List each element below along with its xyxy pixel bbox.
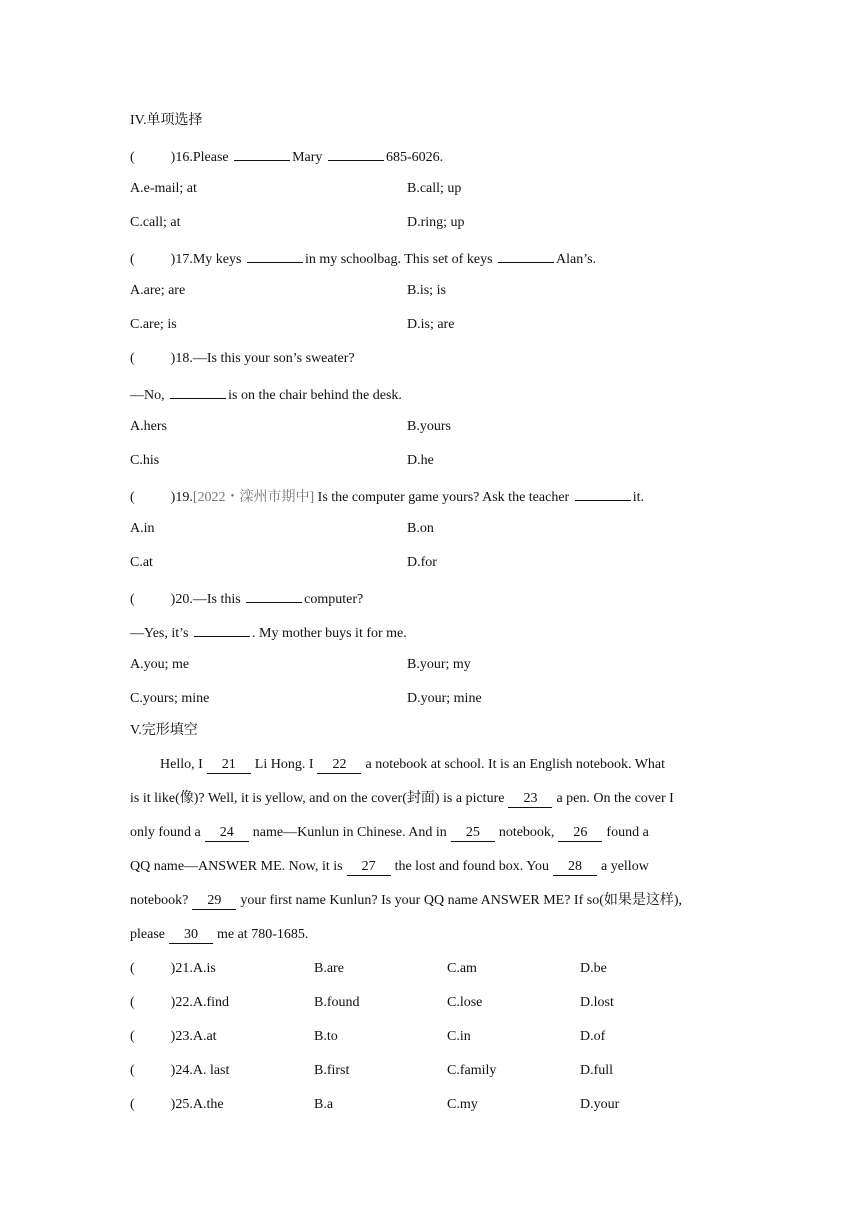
question-text: Mary [292, 150, 323, 165]
passage-text: notebook? [130, 893, 189, 908]
option-a[interactable]: A.you; me [130, 657, 190, 672]
question-16 [130, 146, 443, 167]
option-b[interactable]: B.are [314, 961, 344, 976]
cloze-passage-line-6 [130, 926, 308, 944]
question-text: )20.—Is this [170, 592, 241, 607]
question-20 [130, 588, 363, 609]
question-text: Alan’s. [556, 252, 597, 267]
question-text: in my schoolbag. This set of keys [304, 252, 493, 267]
answer-paren-open: ( [130, 592, 135, 607]
cloze-row-22 [130, 994, 229, 1012]
option-b[interactable]: B.call; up [407, 181, 462, 196]
passage-text: a yellow [600, 859, 649, 874]
answer-paren-open: ( [130, 1097, 135, 1112]
passage-text: the lost and found box. You [394, 859, 549, 874]
question-source: [2022・滦州市期中] [192, 490, 315, 505]
passage-text: only found a [130, 825, 201, 840]
option-c[interactable]: C.family [447, 1063, 497, 1078]
option-b[interactable]: B.found [314, 995, 360, 1010]
cloze-blank-28[interactable]: 28 [553, 859, 597, 876]
answer-paren-open: ( [130, 961, 135, 976]
option-b[interactable]: B.a [314, 1097, 334, 1112]
section-title-single-choice: IV.单项选择 [130, 113, 203, 128]
option-c[interactable]: C.at [130, 555, 153, 570]
option-d[interactable]: D.your [580, 1097, 620, 1112]
option-a[interactable]: A.are; are [130, 283, 186, 298]
option-a[interactable]: A.hers [130, 419, 167, 434]
option-c[interactable]: C.call; at [130, 215, 181, 230]
option-b[interactable]: B.your; my [407, 657, 471, 672]
passage-text: Li Hong. I [254, 757, 314, 772]
answer-paren-open: ( [130, 490, 135, 505]
cloze-blank-25[interactable]: 25 [451, 825, 495, 842]
cloze-row-21 [130, 960, 216, 978]
option-d[interactable]: D.he [407, 453, 434, 468]
blank[interactable] [575, 486, 631, 501]
option-c[interactable]: C.are; is [130, 317, 177, 332]
cloze-blank-21[interactable]: 21 [207, 757, 251, 774]
option-b[interactable]: B.first [314, 1063, 350, 1078]
question-text: )16.Please [170, 150, 229, 165]
answer-paren-open: ( [130, 995, 135, 1010]
answer-paren-open: ( [130, 1063, 135, 1078]
question-text: —No, [130, 388, 165, 403]
passage-text: found a [606, 825, 649, 840]
cloze-blank-23[interactable]: 23 [508, 791, 552, 808]
cloze-blank-27[interactable]: 27 [347, 859, 391, 876]
cloze-passage-line-4 [130, 858, 649, 876]
passage-text: your first name Kunlun? Is your QQ name ANSWER ME? If so(如果是这样), [240, 893, 683, 908]
option-d[interactable]: D.for [407, 555, 437, 570]
option-d[interactable]: D.is; are [407, 317, 455, 332]
cloze-row-23 [130, 1028, 217, 1046]
passage-text: a pen. On the cover I [556, 791, 674, 806]
option-b[interactable]: B.to [314, 1029, 338, 1044]
question-text: Is the computer game yours? Ask the teacher [314, 490, 570, 505]
option-a[interactable]: )25.A.the [170, 1097, 224, 1112]
question-text: . My mother buys it for me. [252, 626, 407, 641]
blank[interactable] [328, 146, 384, 161]
blank[interactable] [194, 622, 250, 637]
passage-text: is it like(像)? Well, it is yellow, and on the cover(封面) is a picture [130, 791, 505, 806]
question-18 [130, 350, 355, 368]
cloze-blank-24[interactable]: 24 [205, 825, 249, 842]
passage-text: me at 780-1685. [216, 927, 309, 942]
option-c[interactable]: C.my [447, 1097, 478, 1112]
section-title-cloze: V.完形填空 [130, 723, 198, 738]
question-text: )19. [170, 490, 193, 505]
option-d[interactable]: D.ring; up [407, 215, 465, 230]
option-c[interactable]: C.yours; mine [130, 691, 210, 706]
question-text: —Yes, it’s [130, 626, 189, 641]
option-d[interactable]: D.lost [580, 995, 614, 1010]
cloze-blank-29[interactable]: 29 [192, 893, 236, 910]
cloze-blank-22[interactable]: 22 [317, 757, 361, 774]
option-d[interactable]: D.your; mine [407, 691, 482, 706]
option-c[interactable]: C.in [447, 1029, 471, 1044]
option-b[interactable]: B.is; is [407, 283, 446, 298]
option-b[interactable]: B.on [407, 521, 434, 536]
passage-text: QQ name—ANSWER ME. Now, it is [130, 859, 343, 874]
question-text: computer? [304, 592, 364, 607]
blank[interactable] [246, 588, 302, 603]
passage-text: Hello, I [160, 757, 203, 772]
cloze-blank-30[interactable]: 30 [169, 927, 213, 944]
blank[interactable] [170, 384, 226, 399]
option-c[interactable]: C.his [130, 453, 160, 468]
cloze-blank-26[interactable]: 26 [558, 825, 602, 842]
question-18-line-2 [130, 384, 402, 405]
answer-paren-open: ( [130, 252, 135, 267]
passage-text: name—Kunlun in Chinese. And in [252, 825, 447, 840]
option-d[interactable]: D.of [580, 1029, 606, 1044]
passage-text: a notebook at school. It is an English notebook. What [365, 757, 666, 772]
option-d[interactable]: D.be [580, 961, 607, 976]
option-a[interactable]: )24.A. last [170, 1063, 230, 1078]
option-d[interactable]: D.full [580, 1063, 614, 1078]
question-text: 685-6026. [385, 150, 444, 165]
answer-paren-open: ( [130, 1029, 135, 1044]
option-a[interactable]: A.e-mail; at [130, 181, 197, 196]
cloze-row-24 [130, 1062, 229, 1080]
option-a[interactable]: )21.A.is [170, 961, 216, 976]
option-c[interactable]: C.am [447, 961, 477, 976]
question-17 [130, 248, 596, 269]
answer-paren-open: ( [130, 150, 135, 165]
cloze-row-25 [130, 1096, 224, 1114]
option-a[interactable]: )23.A.at [170, 1029, 217, 1044]
question-20-line-2 [130, 622, 407, 643]
question-text: )17.My keys [170, 252, 242, 267]
cloze-passage-line-5 [130, 892, 682, 910]
answer-paren-open: ( [130, 351, 135, 366]
passage-text: please [130, 927, 165, 942]
blank[interactable] [498, 248, 554, 263]
blank[interactable] [234, 146, 290, 161]
cloze-passage-line-3 [130, 824, 649, 842]
cloze-passage-line-2 [130, 790, 674, 808]
blank[interactable] [247, 248, 303, 263]
question-19 [130, 486, 644, 507]
cloze-passage-line-1 [160, 756, 665, 774]
passage-text: notebook, [498, 825, 555, 840]
question-text: it. [632, 490, 644, 505]
option-a[interactable]: )22.A.find [170, 995, 229, 1010]
option-a[interactable]: A.in [130, 521, 155, 536]
question-text: is on the chair behind the desk. [228, 388, 402, 403]
option-c[interactable]: C.lose [447, 995, 483, 1010]
option-b[interactable]: B.yours [407, 419, 451, 434]
question-text: )18.—Is this your son’s sweater? [170, 351, 355, 366]
